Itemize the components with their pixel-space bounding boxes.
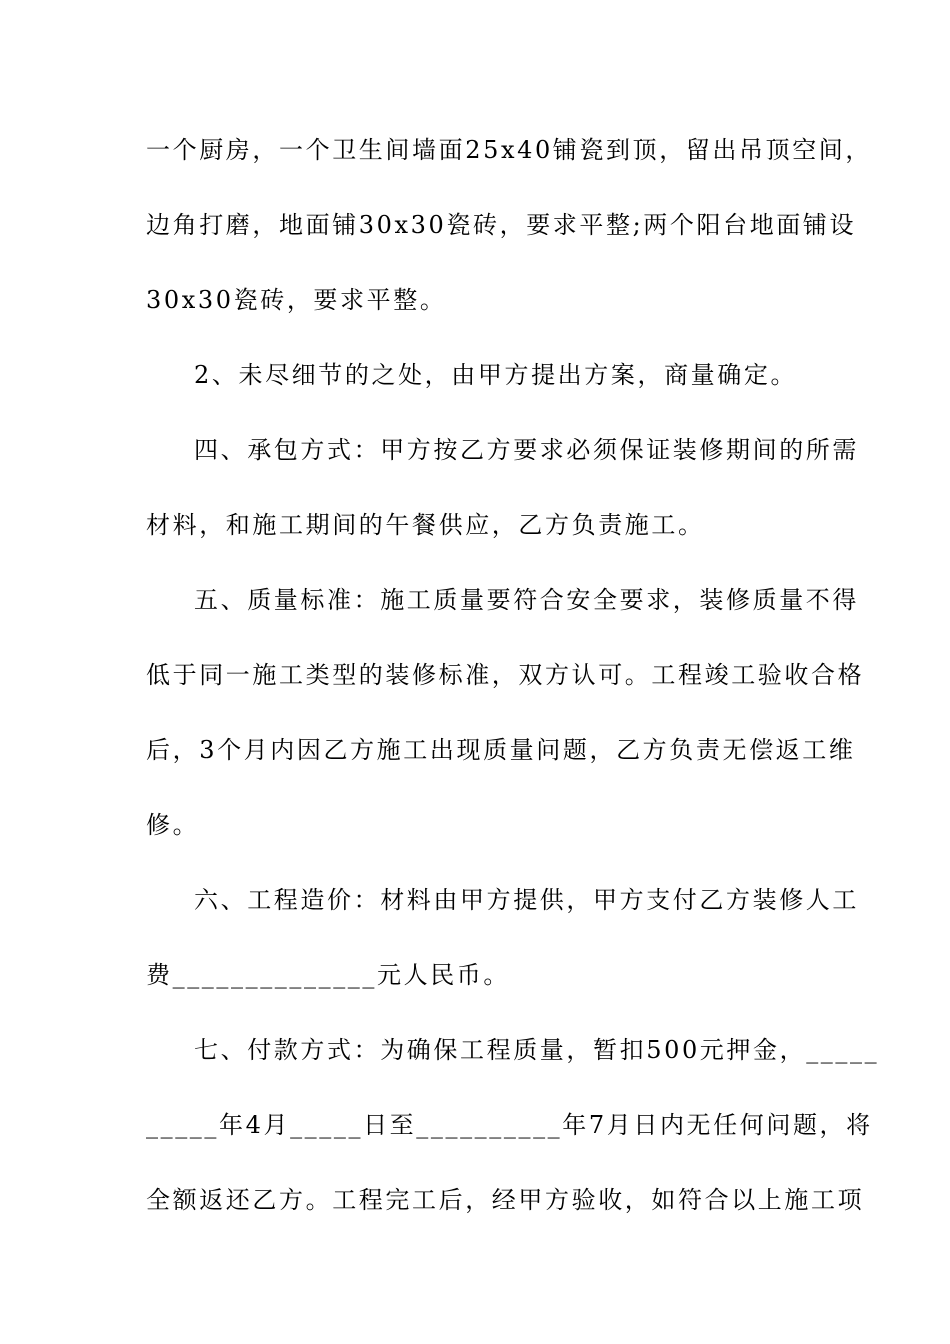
section-five-heading-line: 五、质量标准：施工质量要符合安全要求，装修质量不得 xyxy=(194,586,859,614)
text-line: 一个厨房，一个卫生间墙面25x40铺瓷到顶，留出吊顶空间， xyxy=(146,136,873,164)
paragraph-item-2: 2、未尽细节的之处，由甲方提出方案，商量确定。 xyxy=(194,361,798,389)
text-line: 材料，和施工期间的午餐供应，乙方负责施工。 xyxy=(146,511,705,539)
section-six-heading-line: 六、工程造价：材料由甲方提供，甲方支付乙方装修人工 xyxy=(194,886,859,914)
section-four-heading-line: 四、承包方式：甲方按乙方要求必须保证装修期间的所需 xyxy=(194,436,859,464)
text-line: 低于同一施工类型的装修标准，双方认可。工程竣工验收合格 xyxy=(146,661,865,689)
text-line: 后，3个月内因乙方施工出现质量问题，乙方负责无偿返工维 xyxy=(146,736,856,764)
text-line: 30x30瓷砖，要求平整。 xyxy=(146,286,447,314)
text-line: 修。 xyxy=(146,811,200,839)
text-line: 边角打磨，地面铺30x30瓷砖，要求平整;两个阳台地面铺设 xyxy=(146,211,857,239)
text-line: 全额返还乙方。工程完工后，经甲方验收，如符合以上施工项 xyxy=(146,1186,865,1214)
text-line: _____年4月_____日至__________年7月日内无任何问题，将 xyxy=(146,1111,873,1139)
text-line: 费______________元人民币。 xyxy=(146,961,510,989)
section-seven-heading-line: 七、付款方式：为确保工程质量，暂扣500元押金，_____ xyxy=(194,1036,880,1064)
